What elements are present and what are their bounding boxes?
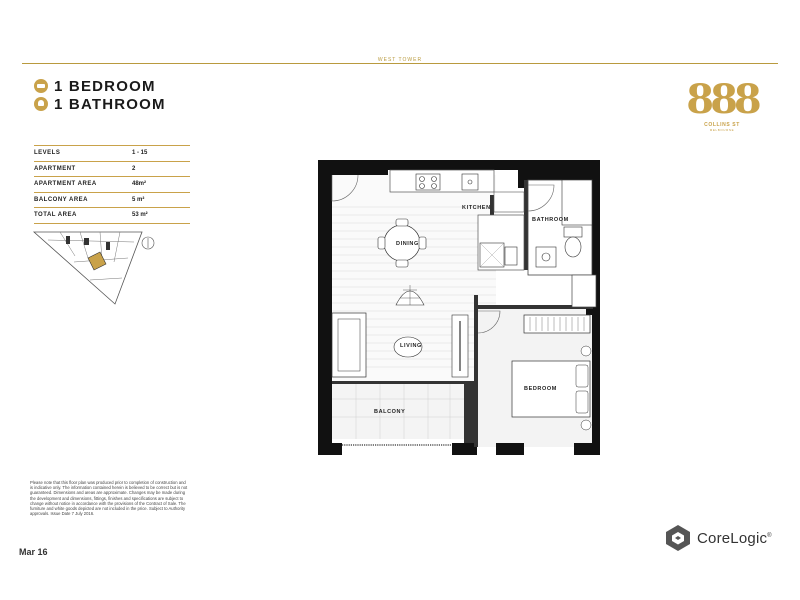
tower-label [0, 57, 800, 63]
fridge-space [494, 192, 524, 212]
spec-row [34, 208, 190, 224]
label-dining: DINING [396, 241, 419, 247]
brand-text: CoreLogic [697, 529, 768, 547]
top-rule [22, 63, 778, 64]
spec-value: 53 m² [132, 212, 148, 219]
spec-table [34, 145, 190, 224]
toilet-icon [564, 227, 582, 257]
kitchen-bench [390, 170, 494, 192]
spec-row [34, 145, 190, 162]
spec-label: BALCONY AREA [34, 196, 89, 203]
key-plan-core [106, 242, 110, 250]
bedside-lamp-icon [581, 420, 591, 430]
wardrobe [524, 315, 590, 333]
key-plan-core [66, 236, 70, 244]
bedroom-heading [34, 78, 156, 95]
spec-row [34, 162, 190, 178]
label-bedroom: BEDROOM [524, 386, 557, 392]
tower-label-text: WEST TOWER [370, 57, 430, 63]
floor-plan [300, 155, 600, 455]
basin-icon [536, 247, 556, 267]
spec-label: APARTMENT [34, 165, 76, 172]
corelogic-brand [665, 524, 772, 552]
bath-icon [34, 97, 48, 111]
brand-mark: ® [767, 532, 772, 539]
key-plan-core [84, 238, 89, 245]
spec-value: 1 - 15 [132, 150, 148, 157]
sink-icon [462, 174, 478, 190]
label-balcony: BALCONY [374, 409, 406, 415]
spec-value: 2 [132, 165, 136, 172]
spec-label: LEVELS [34, 150, 61, 157]
date-label: Mar 16 [19, 547, 48, 557]
spec-value: 5 m² [132, 196, 145, 203]
bedroom-heading-text: 1 BEDROOM [54, 78, 156, 95]
cooktop-icon [416, 174, 440, 190]
logo-line2: MELBOURNE [709, 128, 735, 132]
spec-row [34, 193, 190, 209]
logo-number: 888 [686, 76, 758, 123]
key-plan [30, 228, 170, 308]
sofa-icon [332, 313, 366, 377]
label-kitchen: KITCHEN [462, 205, 491, 211]
spec-row [34, 177, 190, 193]
spec-label: TOTAL AREA [34, 212, 77, 219]
washer-icon [505, 247, 517, 265]
logo-line1: COLLINS ST [704, 122, 740, 128]
888-collins-logo [672, 76, 772, 132]
bathroom-heading-text: 1 BATHROOM [54, 96, 166, 113]
spec-value: 48m² [132, 181, 147, 188]
spec-label: APARTMENT AREA [34, 181, 97, 188]
disclaimer-text: Please note that this floor plan was produced prior to completion of construction and is indicative only. The information contained herein is believed to be correct but is not guaranteed. Dimensions and areas are approximate. Changes may be made during the development and dimensions, fittings, finishes and specifications are subject to change without notice in accordance with the provisions of the Contract of Sale. The furniture and white goods depicted are not included in the price. Subject to Authority approvals. Issue Date 7 July 2016. [30, 480, 188, 517]
bed-icon [34, 79, 48, 93]
label-bathroom: BATHROOM [532, 217, 569, 223]
bedside-lamp-icon [581, 346, 591, 356]
bathroom-cabinet [572, 275, 596, 307]
corelogic-logo-icon [665, 524, 691, 552]
brand-name [697, 530, 772, 547]
label-living: LIVING [400, 343, 422, 349]
bathroom-heading [34, 96, 166, 113]
